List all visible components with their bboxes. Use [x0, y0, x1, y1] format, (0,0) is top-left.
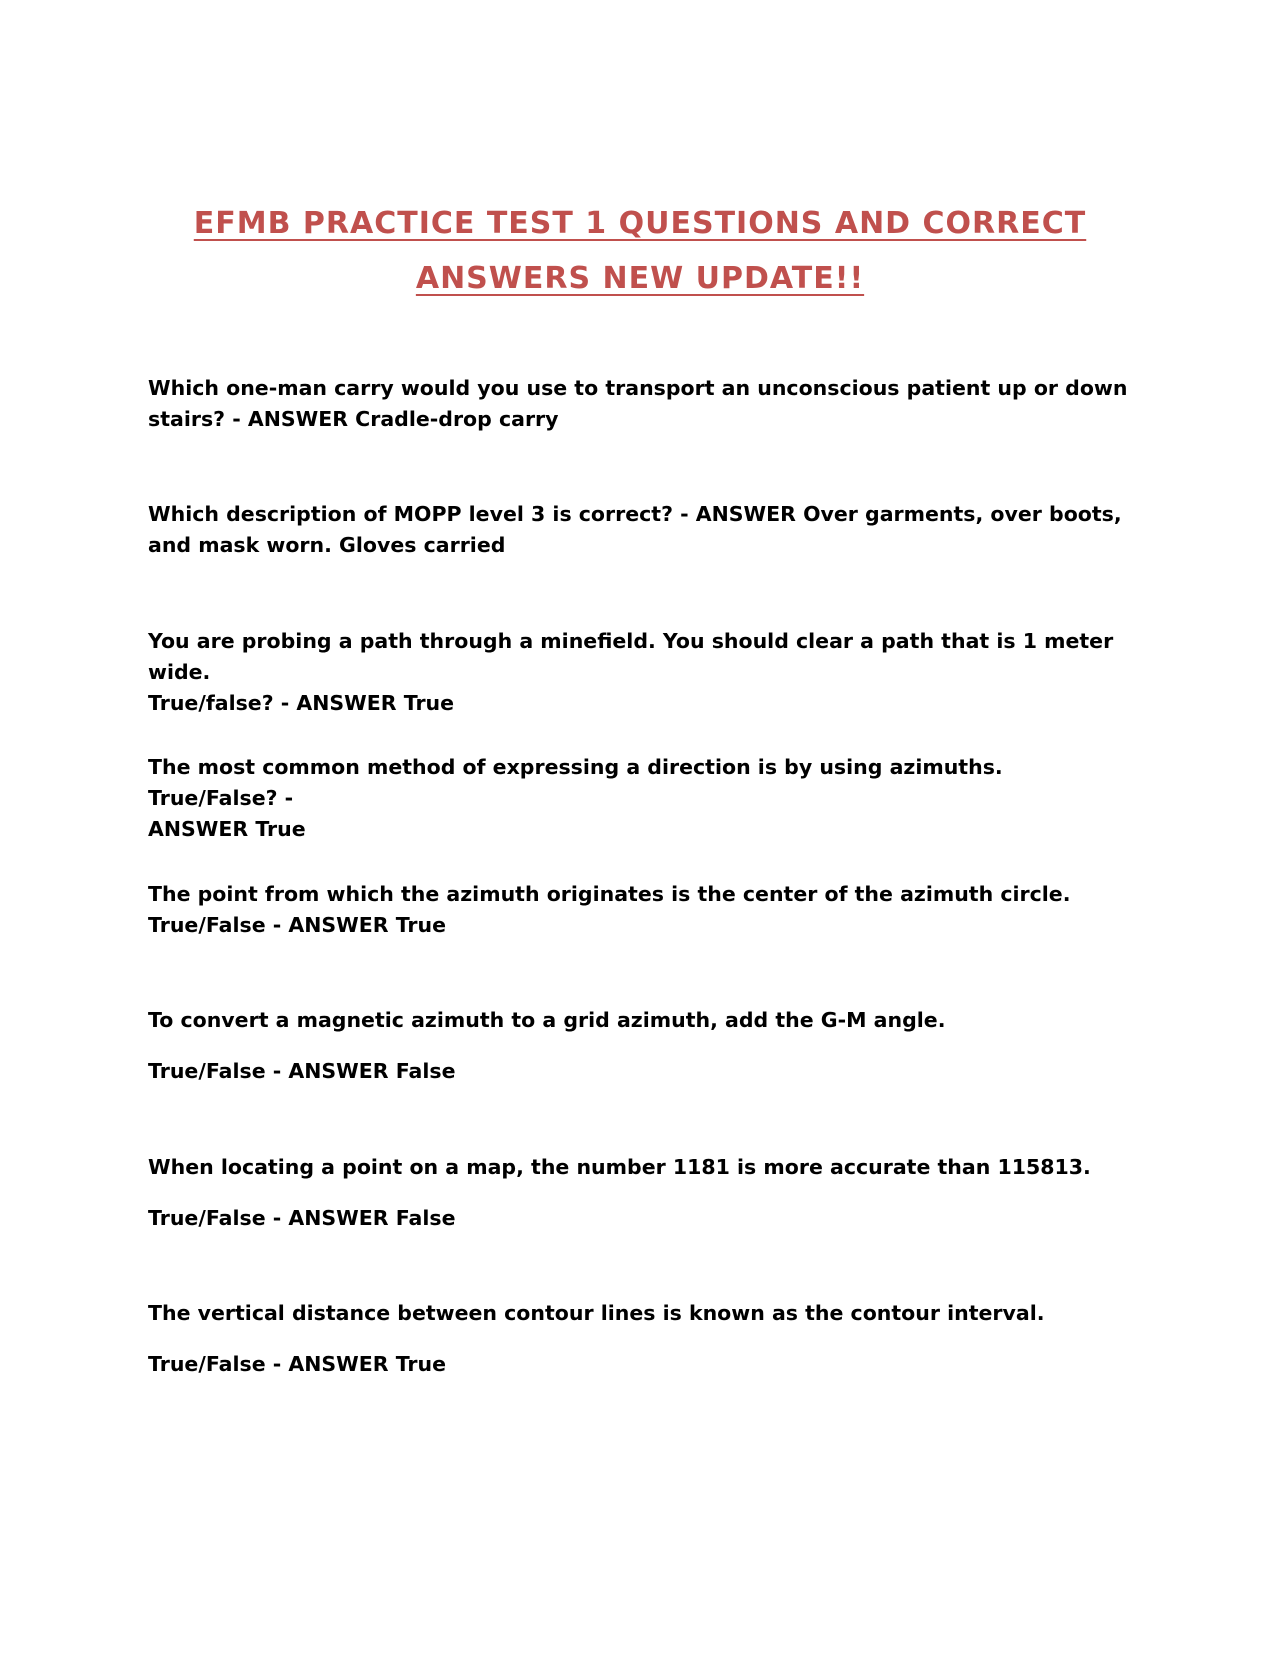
qa-question: The vertical distance between contour lines is known as the contour interval. — [148, 1301, 1045, 1325]
qa-item-2 — [148, 499, 1138, 561]
qa-item-1 — [148, 373, 1138, 435]
qa-answer: True/False - ANSWER True — [148, 1352, 447, 1376]
qa-text-line: Which description of MOPP level 3 is correct? - ANSWER Over garments, over boots, — [148, 502, 1122, 526]
qa-text-line: and mask worn. Gloves carried — [148, 533, 506, 557]
qa-text-line: You are probing a path through a minefield. You should clear a path that is 1 meter wide. — [148, 629, 1114, 684]
title-line-1: EFMB PRACTICE TEST 1 QUESTIONS AND CORRECT — [193, 206, 1087, 241]
qa-item-4 — [148, 752, 1138, 845]
qa-item-7 — [148, 1152, 1138, 1234]
qa-text-line: The point from which the azimuth originates is the center of the azimuth circle. — [148, 882, 1071, 906]
qa-question: To convert a magnetic azimuth to a grid azimuth, add the G-M angle. — [148, 1008, 946, 1032]
qa-text-line: stairs? - ANSWER Cradle-drop carry — [148, 407, 559, 431]
qa-text-line: ANSWER True — [148, 817, 306, 841]
qa-answer: True/False - ANSWER False — [148, 1206, 456, 1230]
qa-text-line: True/false? - ANSWER True — [148, 691, 455, 715]
qa-item-3 — [148, 626, 1138, 719]
title-line-2: ANSWERS NEW UPDATE!! — [415, 261, 865, 296]
qa-item-6 — [148, 1005, 1138, 1087]
qa-text-line: Which one-man carry would you use to transport an unconscious patient up or down — [148, 376, 1128, 400]
qa-item-5 — [148, 879, 1138, 941]
qa-text-line: True/False - ANSWER True — [148, 913, 447, 937]
document-title — [140, 196, 1140, 306]
qa-text-line: The most common method of expressing a direction is by using azimuths. True/False? - — [148, 755, 1003, 810]
qa-answer: True/False - ANSWER False — [148, 1059, 456, 1083]
qa-item-8 — [148, 1298, 1138, 1380]
qa-question: When locating a point on a map, the number 1181 is more accurate than 115813. — [148, 1155, 1091, 1179]
